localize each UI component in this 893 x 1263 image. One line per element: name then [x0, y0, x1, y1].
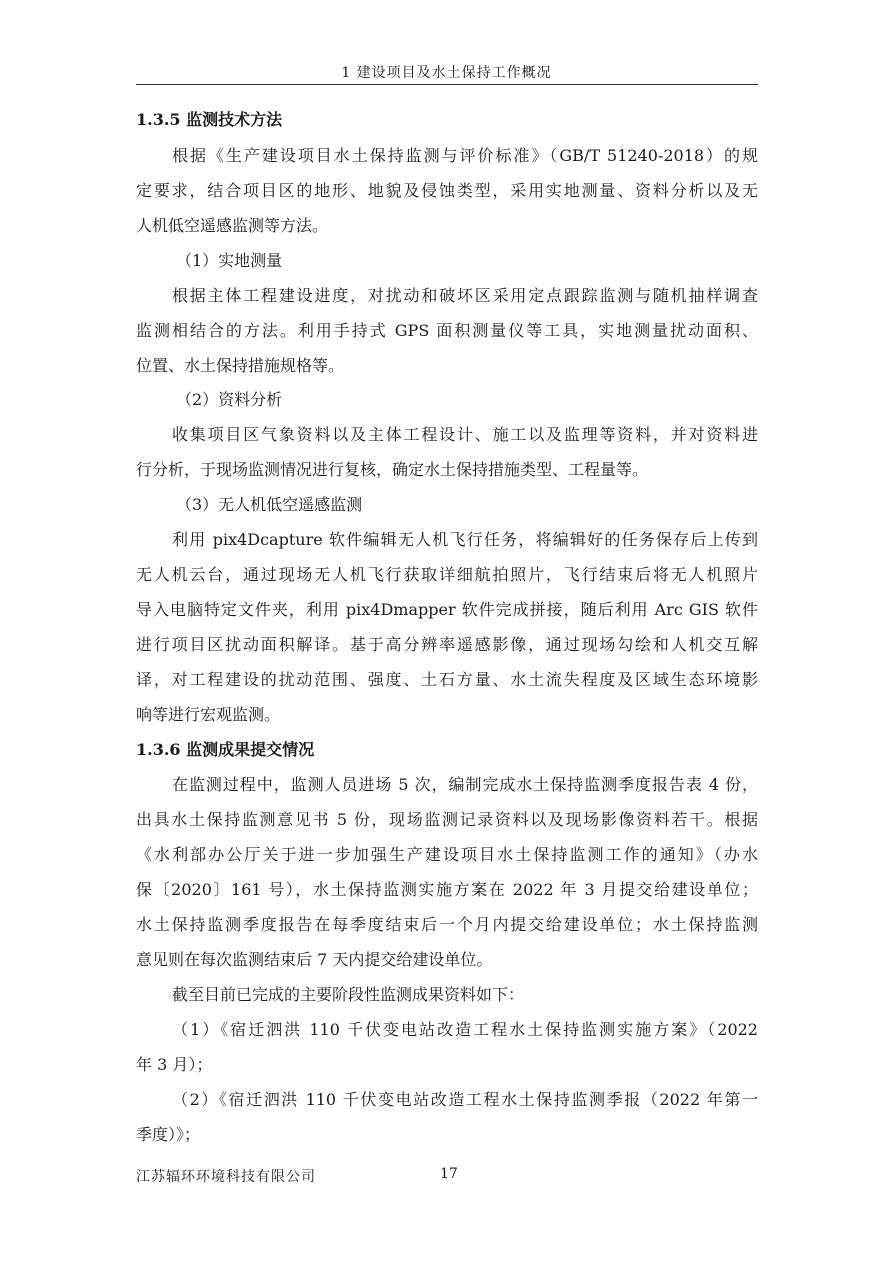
paragraph-line: 监测相结合的方法。利用手持式 GPS 面积测量仪等工具，实地测量扰动面积、 [136, 321, 758, 340]
paragraph-line: 无人机云台，通过现场无人机飞行获取详细航拍照片，飞行结束后将无人机照片 [136, 565, 758, 584]
paragraph-line: 水土保持监测季度报告在每季度结束后一个月内提交给建设单位；水土保持监测 [136, 915, 758, 934]
paragraph-line: 导入电脑特定文件夹，利用 pix4Dmapper 软件完成拼接，随后利用 Arc GIS 软件 [136, 600, 758, 619]
paragraph-line: 人机低空遥感监测等方法。 [136, 216, 329, 235]
deliverable-item-1: （1）《宿迁泗洪 110 千伏变电站改造工程水土保持监测实施方案》（2022 [172, 1020, 758, 1039]
paragraph-line: 截至目前已完成的主要阶段性监测成果资料如下： [172, 985, 525, 1004]
paragraph-line: 根据主体工程建设进度，对扰动和破坏区采用定点跟踪监测与随机抽样调查 [172, 286, 758, 305]
section-heading-1-3-6: 1.3.6 监测成果提交情况 [136, 740, 315, 759]
subheading-uav-remote-sensing: （3）无人机低空遥感监测 [176, 495, 363, 514]
paragraph-line: 根据《生产建设项目水土保持监测与评价标准》（GB/T 51240-2018）的规 [172, 146, 758, 165]
paragraph-line: 保〔2020〕161 号），水土保持监测实施方案在 2022 年 3 月提交给建设单位； [136, 880, 758, 899]
paragraph-line: 译，对工程建设的扰动范围、强度、土石方量、水土流失程度及区域生态环境影 [136, 670, 758, 689]
subheading-field-survey: （1）实地测量 [176, 251, 283, 270]
page-number: 17 [440, 1166, 458, 1182]
header-divider [136, 84, 758, 85]
footer-company-name: 江苏辐环环境科技有限公司 [136, 1169, 316, 1185]
paragraph-line: 收集项目区气象资料以及主体工程设计、施工以及监理等资料，并对资料进 [172, 425, 758, 444]
section-heading-1-3-5: 1.3.5 监测技术方法 [136, 110, 283, 129]
paragraph-line: 响等进行宏观监测。 [136, 705, 281, 724]
deliverable-item-1-cont: 年 3 月）； [136, 1055, 213, 1074]
paragraph-line: 进行项目区扰动面积解译。基于高分辨率遥感影像，通过现场勾绘和人机交互解 [136, 635, 758, 654]
deliverable-item-2-cont: 季度）》； [136, 1125, 201, 1144]
deliverable-item-2: （2）《宿迁泗洪 110 千伏变电站改造工程水土保持监测季报（2022 年第一 [172, 1090, 758, 1109]
paragraph-line: 定要求，结合项目区的地形、地貌及侵蚀类型，采用实地测量、资料分析以及无 [136, 181, 758, 200]
paragraph-line: 位置、水土保持措施规格等。 [136, 356, 345, 375]
paragraph-line: 行分析，于现场监测情况进行复核，确定水土保持措施类型、工程量等。 [136, 460, 649, 479]
paragraph-line: 利用 pix4Dcapture 软件编辑无人机飞行任务，将编辑好的任务保存后上传到 [172, 530, 758, 549]
subheading-data-analysis: （2）资料分析 [176, 390, 283, 409]
running-header-title: 1 建设项目及水土保持工作概况 [341, 65, 552, 81]
paragraph-line: 《水利部办公厅关于进一步加强生产建设项目水土保持监测工作的通知》（办水 [136, 845, 758, 864]
paragraph-line: 在监测过程中，监测人员进场 5 次，编制完成水土保持监测季度报告表 4 份， [172, 775, 758, 794]
paragraph-line: 意见则在每次监测结束后 7 天内提交给建设单位。 [136, 950, 493, 969]
paragraph-line: 出具水土保持监测意见书 5 份，现场监测记录资料以及现场影像资料若干。根据 [136, 810, 758, 829]
